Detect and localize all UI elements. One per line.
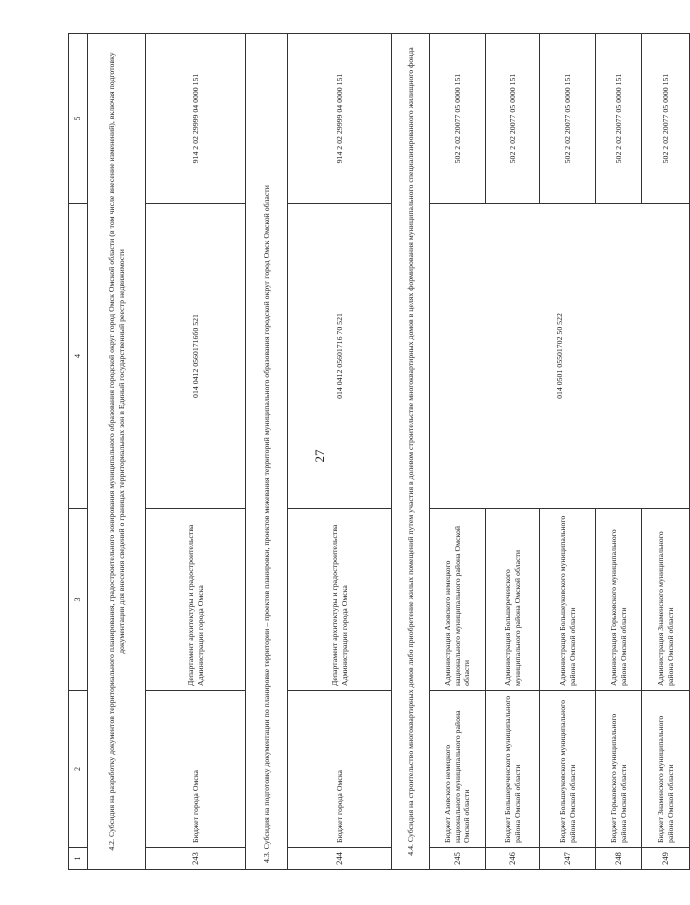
code5-cell: 502 2 02 20077 05 0000 151 [486,34,540,204]
page-number: 27 [312,449,327,463]
code4-cell-shared: 014 0501 05501702 50 522 [430,204,690,509]
code5-cell: 502 2 02 20077 05 0000 151 [642,34,690,204]
table-row [288,34,392,870]
code5-cell: 914 2 02 29999 04 0000 151 [288,34,392,204]
admin-cell: Администрация Горьковского муниципального района Омской области [596,509,642,691]
code5-cell: 502 2 02 20077 05 0000 151 [430,34,486,204]
section-row [246,34,288,870]
rotated-table-area [68,34,675,870]
section-row [392,34,430,870]
budget-cell: Бюджет Большереченского муниципального района Омской области [486,691,540,848]
section-title: 4.3. Субсидия на подготовку документации по планировке территории – проектов планировки, проектов межевания территорий муниципального образования городской округ город Омск Омской области [246,34,288,870]
admin-cell: Администрация Азовского немецкого национального муниципального района Омской области [430,509,486,691]
row-number: 245 [430,848,486,870]
budget-cell: Бюджет Большеуковского муниципального района Омской области [540,691,596,848]
budget-cell: Бюджет Горьковского муниципального района Омской области [596,691,642,848]
header-col-2: 2 [69,691,88,848]
header-row [69,34,88,870]
code5-cell: 502 2 02 20077 05 0000 151 [540,34,596,204]
section-row [88,34,146,870]
row-number: 246 [486,848,540,870]
code4-cell: 014 0412 05601716б0 521 [146,204,246,509]
admin-cell: Администрация Знаменского муниципального района Омской области [642,509,690,691]
section-title: 4.4. Субсидия на строительство многоквартирных домов либо приобретение жилых помещений путем участия в долевом строительстве многоквартирных домов в целях формирования муниципального специализированного жилищного фонда [392,34,430,870]
row-number: 243 [146,848,246,870]
row-number: 249 [642,848,690,870]
admin-cell: Департамент архитектуры и градостроительства Администрации города Омска [288,509,392,691]
budget-table [68,33,690,870]
admin-cell: Администрация Большеуковского муниципального района Омской области [540,509,596,691]
code5-cell: 502 2 02 20077 05 0000 151 [596,34,642,204]
row-number: 247 [540,848,596,870]
row-number: 244 [288,848,392,870]
header-col-5: 5 [69,34,88,204]
budget-cell: Бюджет Азовского немецкого национального муниципального района Омской области [430,691,486,848]
budget-cell: Бюджет Знаменского муниципального района Омской области [642,691,690,848]
budget-cell: Бюджет города Омска [288,691,392,848]
header-col-1: 1 [69,848,88,870]
section-title: 4.2. Субсидия на разработку документов территориального планирования, градостроительного зонирования муниципального образования городской округ город Омск Омской области (в том числе внесение изменений), включая подготовку документации для внесения сведений о границах территориальных зон в Единый государственный реестр недвижимости [88,34,146,870]
admin-cell: Департамент архитектуры и градостроительства Администрации города Омска [146,509,246,691]
admin-cell: Администрация Большереченского муниципального района Омской области [486,509,540,691]
table-row [146,34,246,870]
code5-cell: 914 2 02 29999 04 0000 151 [146,34,246,204]
table-row [430,34,486,870]
header-col-4: 4 [69,204,88,509]
budget-cell: Бюджет города Омска [146,691,246,848]
code4-cell: 014 0412 05601716 70 521 [288,204,392,509]
row-number: 248 [596,848,642,870]
header-col-3: 3 [69,509,88,691]
